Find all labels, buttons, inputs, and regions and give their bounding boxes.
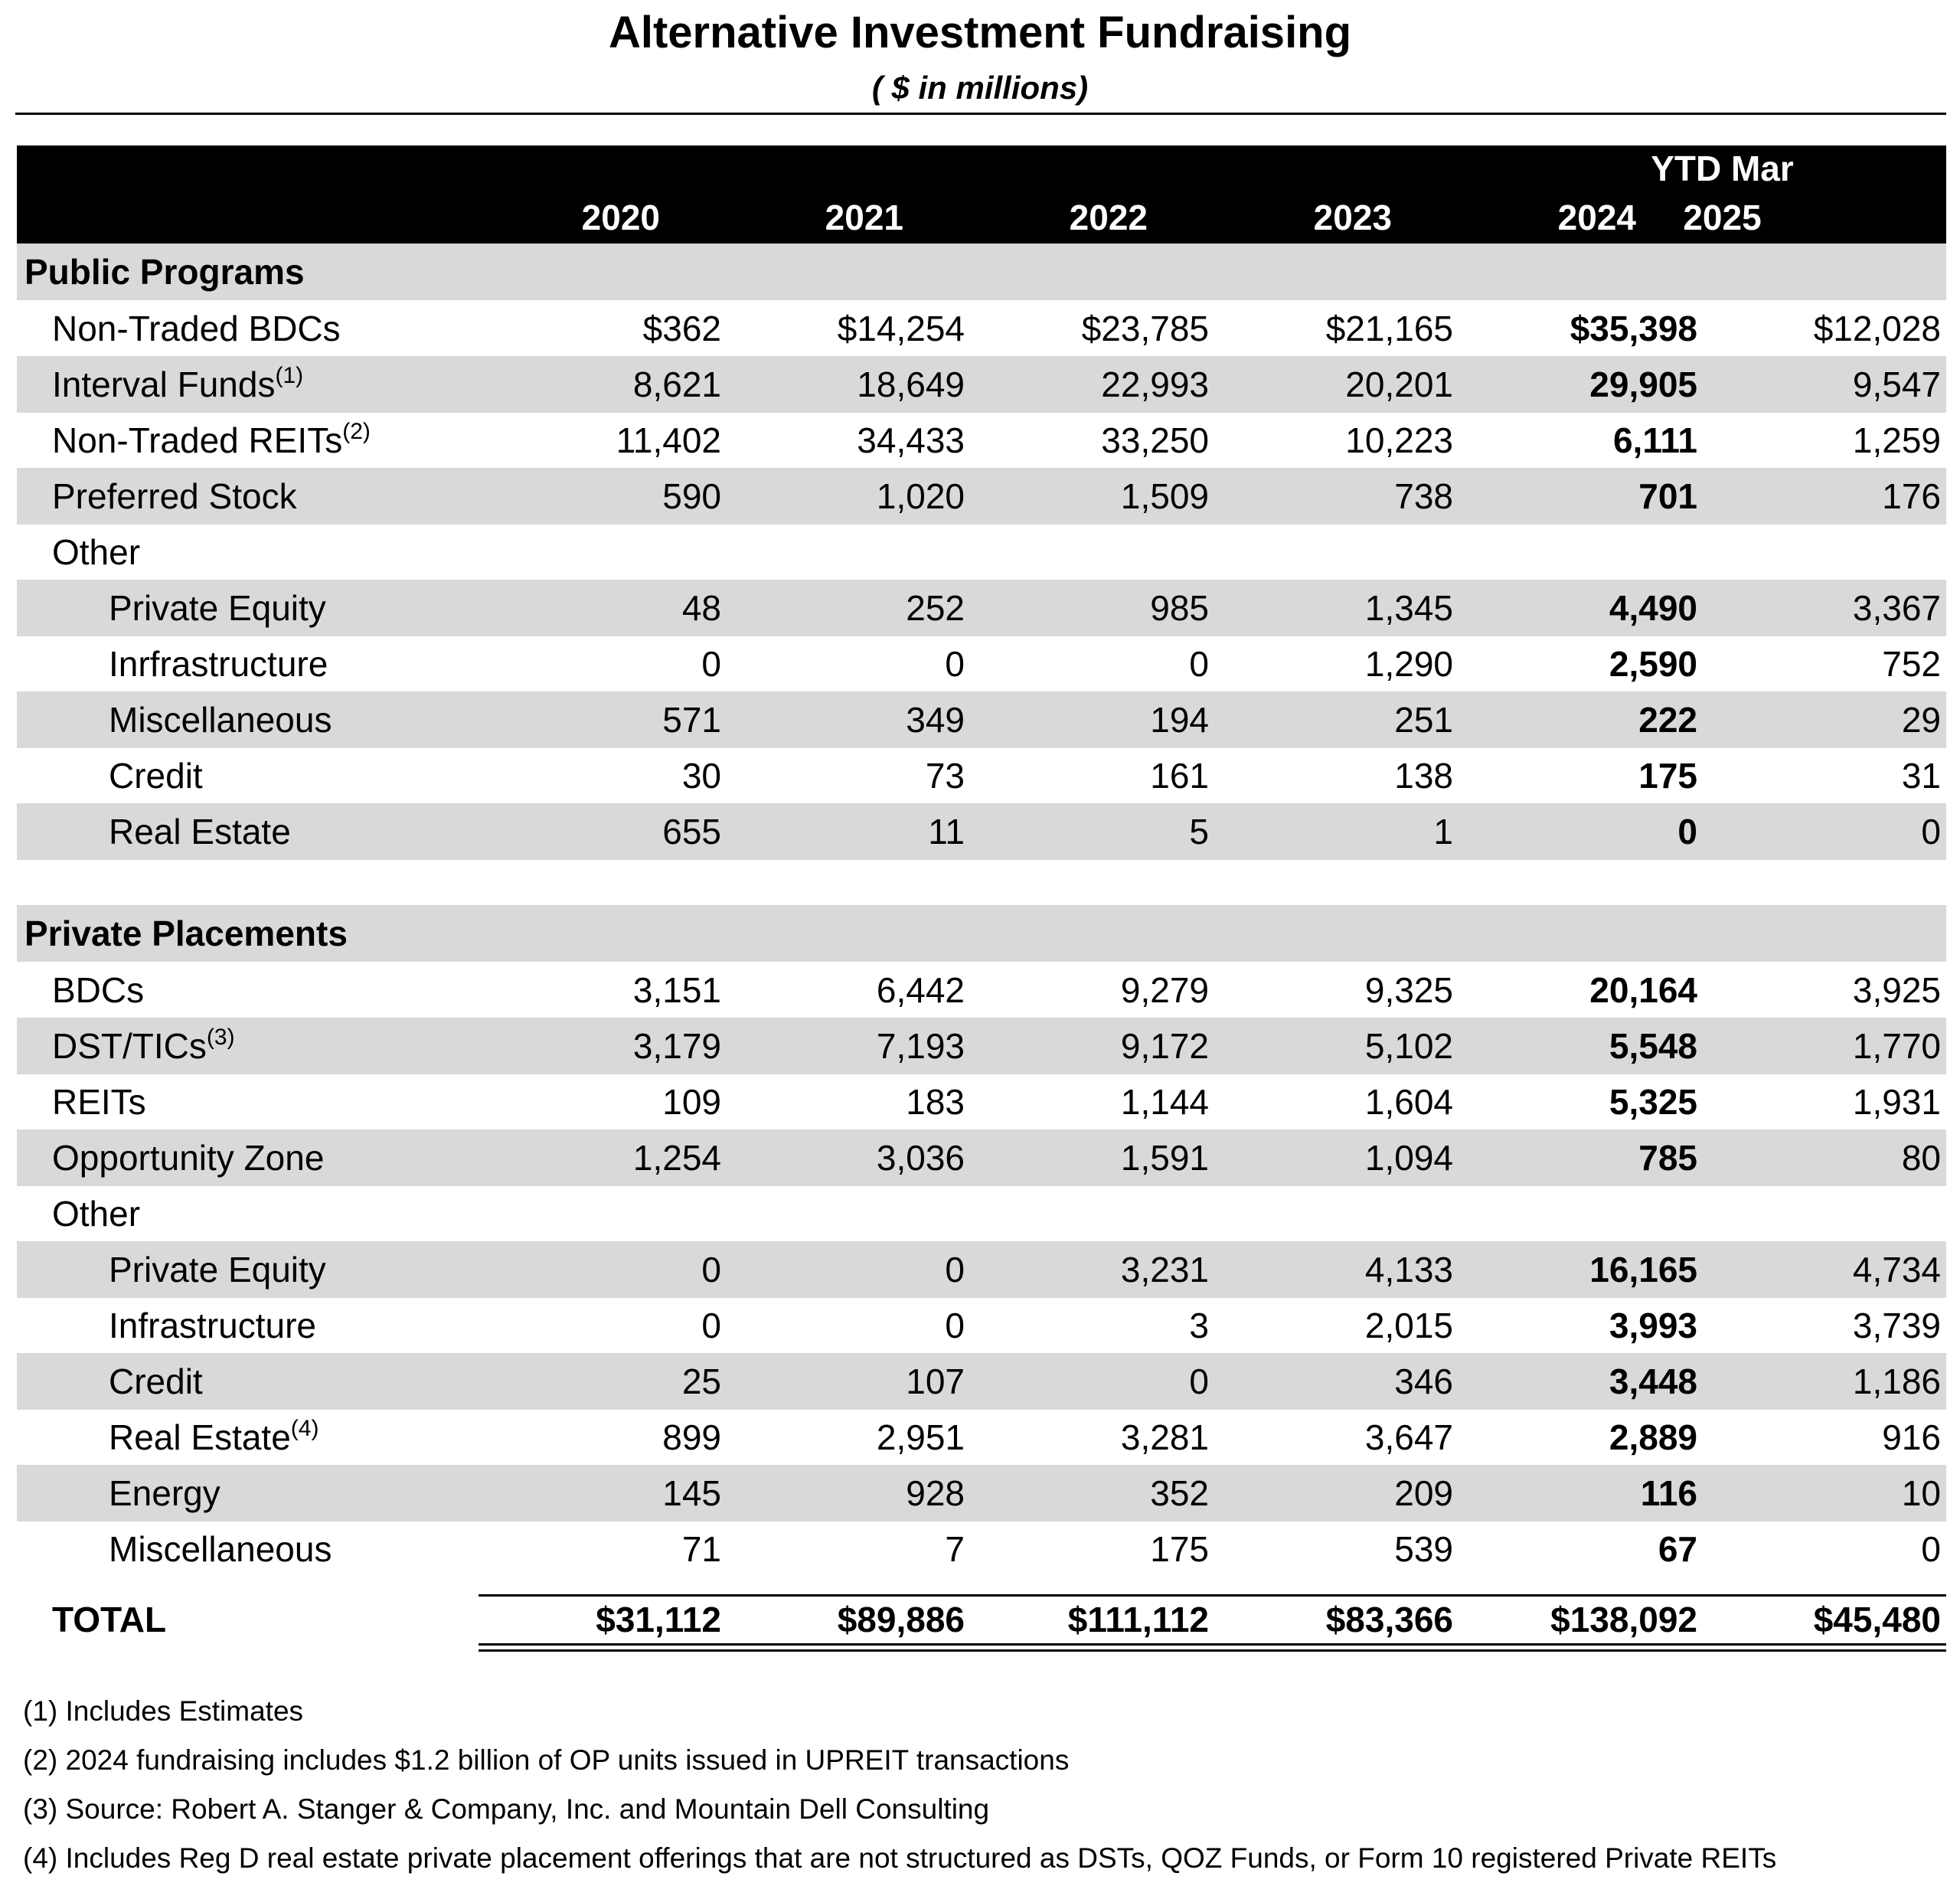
cell-2023: 1,604 bbox=[1364, 1082, 1453, 1122]
cell-2020: 25 bbox=[681, 1361, 721, 1401]
table-row bbox=[17, 1521, 1946, 1577]
cell-2024: 29,905 bbox=[1589, 364, 1697, 404]
row-label-text: Credit bbox=[109, 1361, 203, 1401]
column-header-2023: 2023 bbox=[1313, 198, 1392, 237]
row-label-text: Real Estate bbox=[109, 812, 291, 851]
cell-2021: 183 bbox=[906, 1082, 965, 1122]
row-label bbox=[109, 1465, 220, 1522]
cell-2023: 5,102 bbox=[1364, 1026, 1453, 1066]
cell-2022: 0 bbox=[1189, 644, 1209, 684]
table-row bbox=[17, 1297, 1946, 1354]
cell-2023: 3,647 bbox=[1364, 1417, 1453, 1457]
cell-2021: 1,020 bbox=[876, 476, 965, 516]
cell-2022: 194 bbox=[1150, 700, 1209, 740]
cell-2023: 1,345 bbox=[1364, 588, 1453, 628]
title-rule bbox=[15, 113, 1946, 115]
row-label-text: Miscellaneous bbox=[109, 1529, 332, 1569]
cell-2023: 539 bbox=[1394, 1529, 1453, 1569]
row-label-text: Interval Funds bbox=[52, 364, 276, 404]
cell-2022: 175 bbox=[1150, 1529, 1209, 1569]
total-ytd-2025: $45,480 bbox=[1813, 1600, 1941, 1639]
cell-2020: 8,621 bbox=[632, 364, 721, 404]
cell-2024: 5,548 bbox=[1609, 1026, 1697, 1066]
total-double-rule-bottom bbox=[479, 1649, 1946, 1652]
total-2022: $111,112 bbox=[1067, 1600, 1209, 1639]
cell-2024: $35,398 bbox=[1570, 309, 1697, 348]
cell-2022: 161 bbox=[1150, 756, 1209, 796]
cell-2024: 0 bbox=[1677, 812, 1697, 851]
cell-2021: 11 bbox=[928, 812, 965, 851]
table-row bbox=[17, 524, 1946, 580]
cell-2020: 11,402 bbox=[616, 420, 721, 460]
cell-ytd-2025: 0 bbox=[1921, 812, 1941, 851]
cell-ytd-2025: 3,367 bbox=[1852, 588, 1941, 628]
row-label bbox=[109, 1241, 326, 1298]
table-title: Alternative Investment Fundraising bbox=[608, 8, 1352, 57]
cell-2022: 22,993 bbox=[1101, 364, 1209, 404]
cell-2023: 251 bbox=[1394, 700, 1453, 740]
total-label: TOTAL bbox=[52, 1600, 167, 1639]
total-2024: $138,092 bbox=[1550, 1600, 1697, 1639]
table-row bbox=[17, 1074, 1946, 1130]
cell-2023: 20,201 bbox=[1345, 364, 1453, 404]
row-label bbox=[52, 356, 303, 413]
cell-ytd-2025: 80 bbox=[1901, 1138, 1941, 1178]
row-label-text: Private Equity bbox=[109, 1250, 326, 1289]
column-header-2020: 2020 bbox=[581, 198, 660, 237]
row-label-text: Credit bbox=[109, 756, 203, 796]
cell-2023: 1 bbox=[1433, 812, 1453, 851]
cell-2020: 899 bbox=[662, 1417, 721, 1457]
cell-2020: 0 bbox=[701, 1250, 721, 1289]
footnote-1: (1) Includes Estimates bbox=[23, 1695, 304, 1727]
column-header-bar bbox=[17, 145, 1946, 244]
row-label-text: Preferred Stock bbox=[52, 476, 297, 516]
cell-2023: 2,015 bbox=[1364, 1306, 1453, 1345]
cell-2024: 5,325 bbox=[1609, 1082, 1697, 1122]
cell-2020: 3,179 bbox=[632, 1026, 721, 1066]
cell-2020: 71 bbox=[681, 1529, 721, 1569]
footnote-marker: (3) bbox=[206, 1025, 235, 1050]
cell-2022: 1,591 bbox=[1120, 1138, 1209, 1178]
cell-ytd-2025: 176 bbox=[1882, 476, 1941, 516]
row-label-text: Inrfrastructure bbox=[109, 644, 328, 684]
cell-2021: 3,036 bbox=[876, 1138, 965, 1178]
cell-2022: 1,144 bbox=[1120, 1082, 1209, 1122]
table-row bbox=[17, 1185, 1946, 1242]
column-header-ytd-line2: 2025 bbox=[1683, 198, 1762, 237]
footnote-marker: (2) bbox=[342, 419, 371, 444]
cell-ytd-2025: 1,186 bbox=[1852, 1361, 1941, 1401]
table-row bbox=[17, 468, 1946, 525]
cell-2024: 222 bbox=[1638, 700, 1697, 740]
row-label-text: Private Equity bbox=[109, 588, 326, 628]
cell-ytd-2025: $12,028 bbox=[1813, 309, 1941, 348]
row-label bbox=[52, 1185, 140, 1242]
cell-2024: 2,889 bbox=[1609, 1417, 1697, 1457]
row-label-text: Other bbox=[52, 1194, 141, 1234]
cell-2023: $21,165 bbox=[1325, 309, 1453, 348]
cell-2023: 1,094 bbox=[1364, 1138, 1453, 1178]
column-header-2024: 2024 bbox=[1557, 198, 1636, 237]
cell-2023: 138 bbox=[1394, 756, 1453, 796]
table-row bbox=[17, 300, 1946, 357]
cell-2021: 0 bbox=[945, 1250, 965, 1289]
row-label-text: Infrastructure bbox=[109, 1306, 316, 1345]
footnote-2: (2) 2024 fundraising includes $1.2 billion of OP units issued in UPREIT transactions bbox=[23, 1744, 1070, 1776]
table-row bbox=[17, 412, 1946, 469]
cell-2022: 3,281 bbox=[1120, 1417, 1209, 1457]
cell-2021: 2,951 bbox=[876, 1417, 965, 1457]
table-row bbox=[17, 1241, 1946, 1298]
cell-2024: 6,111 bbox=[1612, 420, 1697, 460]
table-row bbox=[17, 1465, 1946, 1522]
cell-2021: 252 bbox=[906, 588, 965, 628]
cell-2023: 209 bbox=[1394, 1473, 1453, 1513]
column-header-ytd-line1: YTD Mar bbox=[1651, 149, 1794, 188]
cell-2022: 352 bbox=[1150, 1473, 1209, 1513]
row-label-text: Opportunity Zone bbox=[52, 1138, 325, 1178]
cell-2022: 3 bbox=[1189, 1306, 1209, 1345]
cell-2024: 16,165 bbox=[1589, 1250, 1697, 1289]
row-label bbox=[52, 412, 371, 469]
table-row bbox=[17, 803, 1946, 860]
row-label bbox=[52, 468, 297, 525]
footnote-marker: (1) bbox=[275, 363, 304, 388]
column-header-2021: 2021 bbox=[825, 198, 903, 237]
cell-2020: 3,151 bbox=[632, 970, 721, 1010]
table-row bbox=[17, 962, 1946, 1018]
section-label: Private Placements bbox=[24, 914, 348, 953]
row-label bbox=[109, 1521, 332, 1577]
row-label-text: Energy bbox=[109, 1473, 220, 1513]
cell-2021: 18,649 bbox=[857, 364, 965, 404]
table-row bbox=[17, 1353, 1946, 1410]
cell-2021: 0 bbox=[945, 644, 965, 684]
cell-2020: 145 bbox=[662, 1473, 721, 1513]
row-label bbox=[109, 691, 332, 748]
cell-ytd-2025: 752 bbox=[1882, 644, 1941, 684]
cell-2021: 7 bbox=[945, 1529, 965, 1569]
cell-2022: 3,231 bbox=[1120, 1250, 1209, 1289]
row-label-text: DST/TICs bbox=[52, 1026, 207, 1066]
cell-2021: 7,193 bbox=[876, 1026, 965, 1066]
cell-2020: 655 bbox=[662, 812, 721, 851]
row-label-text: Non-Traded BDCs bbox=[52, 309, 341, 348]
table-row bbox=[17, 691, 1946, 748]
row-label bbox=[109, 803, 291, 860]
table-row bbox=[17, 356, 1946, 413]
footnote-4: (4) Includes Reg D real estate private placement offerings that are not structured as DSTs, QOZ Funds, or Form 10 registered Private REITs bbox=[23, 1842, 1777, 1874]
cell-2022: 0 bbox=[1189, 1361, 1209, 1401]
table-row bbox=[17, 1018, 1946, 1074]
cell-ytd-2025: 1,770 bbox=[1852, 1026, 1941, 1066]
cell-2022: 5 bbox=[1189, 812, 1209, 851]
cell-ytd-2025: 1,259 bbox=[1852, 420, 1941, 460]
cell-ytd-2025: 29 bbox=[1901, 700, 1941, 740]
table-row bbox=[17, 636, 1946, 692]
cell-2024: 116 bbox=[1640, 1473, 1697, 1513]
cell-2022: 9,172 bbox=[1120, 1026, 1209, 1066]
total-double-rule-top bbox=[479, 1643, 1946, 1646]
row-label bbox=[109, 747, 203, 804]
footnote-3: (3) Source: Robert A. Stanger & Company, Inc. and Mountain Dell Consulting bbox=[23, 1793, 990, 1825]
total-2020: $31,112 bbox=[596, 1600, 721, 1639]
total-row bbox=[17, 1591, 1946, 1648]
cell-ytd-2025: 1,931 bbox=[1852, 1082, 1941, 1122]
cell-2021: 349 bbox=[906, 700, 965, 740]
section-label: Public Programs bbox=[24, 252, 305, 292]
cell-2021: 6,442 bbox=[876, 970, 965, 1010]
row-label-text: Non-Traded REITs bbox=[52, 420, 343, 460]
cell-2023: 10,223 bbox=[1345, 420, 1453, 460]
footnote-marker: (4) bbox=[290, 1416, 319, 1441]
row-label bbox=[52, 524, 140, 580]
section-row-public bbox=[17, 244, 1946, 300]
cell-2020: 571 bbox=[662, 700, 721, 740]
cell-2021: 0 bbox=[945, 1306, 965, 1345]
row-label bbox=[109, 1297, 316, 1354]
cell-2022: 9,279 bbox=[1120, 970, 1209, 1010]
row-label-text: BDCs bbox=[52, 970, 145, 1010]
cell-2020: 590 bbox=[662, 476, 721, 516]
total-2023: $83,366 bbox=[1325, 1600, 1453, 1639]
table-row bbox=[17, 580, 1946, 636]
cell-2020: 0 bbox=[701, 1306, 721, 1345]
row-label bbox=[52, 1074, 146, 1130]
cell-2022: 985 bbox=[1150, 588, 1209, 628]
row-label bbox=[52, 1129, 324, 1186]
cell-ytd-2025: 4,734 bbox=[1852, 1250, 1941, 1289]
cell-2020: 0 bbox=[701, 644, 721, 684]
cell-2021: 73 bbox=[925, 756, 965, 796]
cell-2020: 30 bbox=[681, 756, 721, 796]
cell-ytd-2025: 916 bbox=[1882, 1417, 1941, 1457]
row-label bbox=[52, 300, 341, 357]
row-label bbox=[109, 1353, 203, 1410]
cell-2021: 34,433 bbox=[857, 420, 965, 460]
row-label bbox=[109, 1409, 318, 1466]
table-row bbox=[17, 1129, 1946, 1186]
cell-2024: 3,448 bbox=[1609, 1361, 1697, 1401]
cell-2021: $14,254 bbox=[837, 309, 965, 348]
cell-2024: 67 bbox=[1658, 1529, 1697, 1569]
cell-2024: 701 bbox=[1638, 476, 1697, 516]
cell-2024: 3,993 bbox=[1609, 1306, 1697, 1345]
cell-2023: 1,290 bbox=[1364, 644, 1453, 684]
cell-ytd-2025: 10 bbox=[1901, 1473, 1941, 1513]
cell-2024: 20,164 bbox=[1589, 970, 1697, 1010]
cell-2021: 107 bbox=[906, 1361, 965, 1401]
row-label bbox=[109, 580, 326, 636]
row-label-text: Real Estate bbox=[109, 1417, 291, 1457]
cell-2022: 33,250 bbox=[1101, 420, 1209, 460]
cell-ytd-2025: 3,739 bbox=[1852, 1306, 1941, 1345]
cell-2024: 4,490 bbox=[1609, 588, 1697, 628]
cell-ytd-2025: 9,547 bbox=[1852, 364, 1941, 404]
cell-2020: 109 bbox=[662, 1082, 721, 1122]
column-header-2022: 2022 bbox=[1069, 198, 1148, 237]
cell-ytd-2025: 0 bbox=[1921, 1529, 1941, 1569]
cell-2023: 346 bbox=[1394, 1361, 1453, 1401]
section-row-private bbox=[17, 905, 1946, 962]
cell-ytd-2025: 31 bbox=[1901, 756, 1941, 796]
cell-2023: 4,133 bbox=[1364, 1250, 1453, 1289]
row-label-text: Other bbox=[52, 532, 141, 572]
cell-2021: 928 bbox=[906, 1473, 965, 1513]
row-label bbox=[109, 636, 328, 692]
row-label-text: Miscellaneous bbox=[109, 700, 332, 740]
row-label bbox=[52, 962, 144, 1018]
cell-2022: 1,509 bbox=[1120, 476, 1209, 516]
cell-2024: 175 bbox=[1638, 756, 1697, 796]
cell-2020: $362 bbox=[642, 309, 721, 348]
table-row bbox=[17, 1409, 1946, 1466]
table-subtitle: ( $ in millions) bbox=[871, 70, 1089, 106]
cell-2024: 2,590 bbox=[1609, 644, 1697, 684]
cell-2020: 1,254 bbox=[632, 1138, 721, 1178]
row-label-text: REITs bbox=[52, 1082, 146, 1122]
cell-2023: 9,325 bbox=[1364, 970, 1453, 1010]
row-label bbox=[52, 1018, 235, 1074]
cell-ytd-2025: 3,925 bbox=[1852, 970, 1941, 1010]
cell-2020: 48 bbox=[681, 588, 721, 628]
table-row bbox=[17, 747, 1946, 804]
cell-2024: 785 bbox=[1638, 1138, 1697, 1178]
total-2021: $89,886 bbox=[837, 1600, 965, 1639]
cell-2023: 738 bbox=[1394, 476, 1453, 516]
cell-2022: $23,785 bbox=[1081, 309, 1209, 348]
